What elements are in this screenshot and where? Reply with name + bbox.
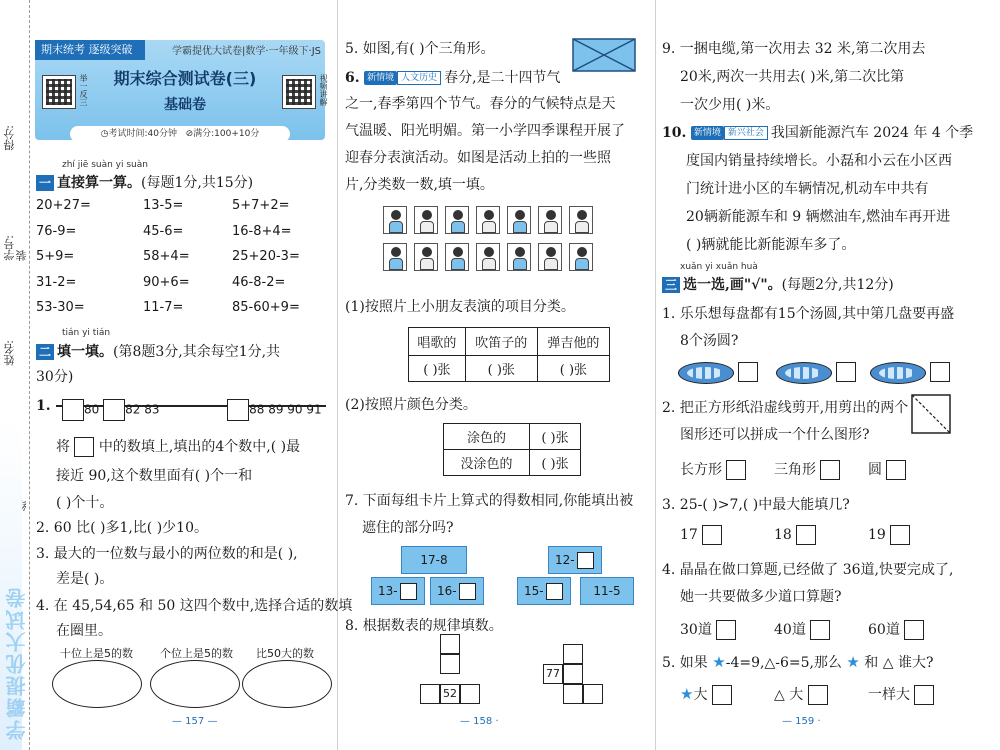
c4-opt-30: 30道	[680, 619, 736, 640]
blank-box[interactable]	[74, 437, 94, 457]
calc-item: 53-30=	[36, 300, 85, 315]
performer-body	[482, 221, 496, 233]
section-note: (第8题3分,其余每空1分,共	[113, 344, 281, 360]
group-label-gt50: 比50大的数	[256, 647, 314, 660]
card-13-blank: 13-	[371, 577, 425, 605]
performer-head	[422, 210, 432, 220]
number-sequence	[62, 399, 322, 421]
choice-box[interactable]	[886, 460, 906, 480]
exam-score: 满分:100+10分	[193, 129, 260, 139]
performer-body	[482, 258, 496, 270]
table-cell[interactable]	[563, 664, 583, 684]
q1-line1: 将 中的数填上,填出的4个数中,( )最	[56, 439, 301, 455]
clock-icon: ◷	[100, 129, 109, 139]
performer-head	[453, 247, 463, 257]
performer-body	[451, 221, 465, 233]
section3-heading	[662, 274, 894, 294]
calc-item: 13-5=	[143, 198, 184, 213]
card-15-blank: 15-	[517, 577, 571, 605]
q6-line4: 迎春分表演活动。如图是活动上拍的一些照	[345, 150, 611, 166]
section-title: 直接算一算。	[57, 175, 141, 191]
c4-line1: 4. 晶晶在做口算题,已经做了 36道,快要完成了,	[662, 562, 954, 578]
star-icon: ★	[846, 653, 860, 671]
choice-box[interactable]	[796, 525, 816, 545]
calc-item: 45-6=	[143, 223, 184, 239]
performer-head	[453, 210, 463, 220]
c1-line1: 1. 乐乐想每盘都有15个汤圆,其中第几盘要再盛	[662, 306, 955, 322]
row-colored-cell[interactable]: ( )张	[529, 424, 580, 450]
q7-line2: 遮住的部分吗?	[362, 520, 454, 536]
c4-opt-60: 60道	[868, 619, 924, 640]
q6-line2: 之一,春季第四个节气。春分的气候特点是天	[345, 96, 616, 112]
blank-box[interactable]	[400, 583, 417, 600]
q2: 2. 60 比( )多1,比( )少10。	[36, 520, 208, 536]
performer-body	[389, 221, 403, 233]
photo-performer	[569, 206, 593, 234]
th-guitar: 弹吉他的	[537, 328, 609, 356]
section-number: 二	[36, 344, 54, 360]
table-cell[interactable]	[563, 684, 583, 704]
page-number-157: — 157 —	[172, 716, 218, 727]
photo-performer	[445, 206, 469, 234]
row-uncolored-cell[interactable]: ( )张	[529, 450, 580, 476]
section3-pinyin: xuǎn yi xuǎn huà	[680, 262, 758, 272]
calc-item: 5+9=	[36, 249, 75, 264]
performer-head	[515, 247, 525, 257]
choice-box-plate-2[interactable]	[836, 362, 856, 382]
row-uncolored-label: 没涂色的	[444, 450, 530, 476]
c4-line2: 她一共要做多少道口算题?	[680, 589, 842, 605]
choice-box[interactable]	[712, 685, 732, 705]
section2-heading	[36, 341, 280, 361]
performer-head	[577, 247, 587, 257]
c2-opt-rectangle: 长方形	[680, 459, 746, 480]
choice-box-plate-3[interactable]	[930, 362, 950, 382]
cell-guitar[interactable]: ( )张	[537, 356, 609, 382]
answer-circle-gt50[interactable]	[242, 660, 332, 708]
section1-pinyin: zhí jiē suàn yi suàn	[62, 160, 148, 170]
column-divider	[655, 0, 656, 750]
q6-sub2: (2)按照片颜色分类。	[345, 397, 477, 413]
section-number: 一	[36, 175, 54, 191]
q10-line2: 度国内销量持续增长。小磊和小云在小区西	[686, 153, 952, 169]
calc-item: 16-8+4=	[232, 223, 292, 239]
c1-line2: 8个汤圆?	[680, 333, 739, 349]
table-cell[interactable]	[563, 644, 583, 664]
performer-body	[513, 221, 527, 233]
th-flute: 吹笛子的	[465, 328, 537, 356]
row-colored-label: 涂色的	[444, 424, 530, 450]
q1-line2: 接近 90,这个数里面有( )个一和	[56, 468, 253, 484]
performer-body	[575, 258, 589, 270]
photo-performer	[538, 206, 562, 234]
group-label-ones5: 个位上是5的数	[160, 647, 233, 660]
performer-body	[420, 258, 434, 270]
blank-box[interactable]	[62, 399, 84, 421]
choice-box[interactable]	[716, 620, 736, 640]
q10-line1: 10. 新情境 新兴社会 我国新能源汽车 2024 年 4 个季	[662, 125, 974, 141]
seq-88-91: 88 89 90 91	[249, 402, 322, 417]
student-id-label: 学号:	[3, 235, 16, 261]
q4-line1: 4. 在 45,54,65 和 50 这四个数中,选择合适的数填	[36, 598, 353, 614]
performer-head	[546, 210, 556, 220]
photo-performer	[383, 206, 407, 234]
choice-box[interactable]	[810, 620, 830, 640]
performer-body	[389, 258, 403, 270]
calc-item: 11-7=	[143, 300, 184, 315]
badge-new-context: 新情境	[364, 71, 397, 85]
q6-line5: 片,分类数一数,填一填。	[345, 177, 494, 193]
table-cell[interactable]	[440, 654, 460, 674]
test-subtitle: 基础卷	[164, 97, 206, 113]
q9-line2: 20米,两次一共用去( )米,第二次比第	[680, 69, 905, 85]
qr-code-right	[282, 75, 316, 109]
badge-humanities: 人文历史	[397, 71, 441, 85]
score-label: 得分:	[3, 125, 16, 151]
card-17-8: 17-8	[401, 546, 467, 574]
performer-head	[391, 210, 401, 220]
performer-head	[515, 210, 525, 220]
exam-info-bar	[70, 126, 290, 142]
c5-opt-triangle: △ 大	[774, 684, 828, 705]
answer-circle-ones5[interactable]	[150, 660, 240, 708]
name-label: 姓名:	[3, 340, 16, 366]
bind-char: 装	[15, 250, 28, 261]
q3-line2: 差是( )。	[56, 571, 114, 587]
q6-line1: 6. 新情境 人文历史 春分,是二十四节气	[345, 70, 561, 86]
table-cell[interactable]	[583, 684, 603, 704]
q6-line3: 气温暖、阳光明媚。第一小学四季课程开展了	[345, 123, 625, 139]
calc-item: 46-8-2=	[232, 274, 286, 290]
photo-performer	[476, 206, 500, 234]
c5-opt-equal: 一样大	[868, 684, 934, 705]
photo-performer	[476, 243, 500, 271]
series-label: 学霸提优大试卷|数学·一年级下·JS	[172, 46, 322, 57]
choice-box[interactable]	[808, 685, 828, 705]
q4-line2: 在圈里。	[56, 623, 112, 639]
table-cell[interactable]	[420, 684, 440, 704]
q3-line1: 3. 最大的一位数与最小的两位数的和是( ),	[36, 546, 298, 562]
c2-opt-triangle: 三角形	[774, 459, 840, 480]
calc-item: 25+20-3=	[232, 249, 300, 264]
performer-body	[544, 221, 558, 233]
c2-line1: 2. 把正方形纸沿虚线剪开,用剪出的两个	[662, 400, 909, 416]
performer-body	[513, 258, 527, 270]
section-number: 三	[662, 277, 680, 293]
performer-head	[391, 247, 401, 257]
table-cell[interactable]	[440, 634, 460, 654]
table-by-color	[443, 423, 581, 476]
table-by-activity	[408, 327, 610, 382]
performer-head	[422, 247, 432, 257]
performer-head	[484, 210, 494, 220]
choice-box[interactable]	[890, 525, 910, 545]
triangle-figure	[572, 38, 636, 72]
plate-2	[776, 362, 832, 384]
brand-watermark: 学霸提优大试卷	[0, 420, 22, 750]
test-title: 期末综合测试卷(三)	[113, 69, 257, 88]
photo-performer	[507, 206, 531, 234]
exam-tag: 期末统考 逐级突破	[35, 40, 145, 60]
cell-flute[interactable]: ( )张	[465, 356, 537, 382]
card-12-blank: 12-	[548, 546, 602, 574]
photo-performer	[414, 206, 438, 234]
performer-body	[575, 221, 589, 233]
badge-emerging-society: 新兴社会	[724, 126, 768, 140]
calc-item: 20+27=	[36, 198, 91, 213]
answer-circle-tens5[interactable]	[52, 660, 142, 708]
qr-caption-right: 视频讲解	[319, 74, 328, 106]
c3-opt-18: 18	[774, 525, 816, 545]
q10-line5: ( )辆就能比新能源车多了。	[686, 237, 856, 253]
photo-performer	[383, 243, 407, 271]
photo-performer	[538, 243, 562, 271]
choice-box[interactable]	[904, 620, 924, 640]
card-16-blank: 16-	[430, 577, 484, 605]
q9-line1: 9. 一捆电缆,第一次用去 32 米,第二次用去	[662, 41, 926, 57]
section2-note-cont: 30分)	[36, 369, 74, 385]
group-label-tens5: 十位上是5的数	[60, 647, 133, 660]
photo-performer	[569, 243, 593, 271]
check-icon: ⊘	[185, 129, 194, 139]
choice-box-plate-1[interactable]	[738, 362, 758, 382]
plate-3	[870, 362, 926, 384]
q10-line3: 门统计进小区的车辆情况,机动车中共有	[686, 181, 929, 197]
binding-margin	[0, 0, 30, 750]
star-icon: ★	[680, 685, 694, 703]
calc-item: 85-60+9=	[232, 300, 300, 315]
table-cell[interactable]	[460, 684, 480, 704]
page-number-159: — 159 ·	[782, 716, 821, 727]
section-title: 选一选,画"√"。	[683, 277, 782, 293]
q1-label: 1.	[36, 398, 51, 414]
c3: 3. 25-( )>7,( )中最大能填几?	[662, 497, 850, 513]
performer-head	[546, 247, 556, 257]
choice-box[interactable]	[820, 460, 840, 480]
c5-opt-star: ★大	[680, 684, 732, 705]
choice-box[interactable]	[914, 685, 934, 705]
c5-line: 5. 如果 ★-4=9,△-6=5,那么 ★ 和 △ 谁大?	[662, 653, 934, 671]
page-number-158: — 158 ·	[460, 716, 499, 727]
square-paper-figure	[911, 394, 951, 434]
q7-line1: 7. 下面每组卡片上算式的得数相同,你能填出被	[345, 493, 634, 509]
c4-opt-40: 40道	[774, 619, 830, 640]
table-cell-77: 77	[543, 664, 563, 684]
c2-line2: 图形还可以拼成一个什么图形?	[680, 427, 870, 443]
column-divider	[337, 0, 338, 750]
c2-opt-circle: 圆	[868, 459, 906, 480]
performer-head	[577, 210, 587, 220]
c3-opt-17: 17	[680, 525, 722, 545]
choice-box[interactable]	[726, 460, 746, 480]
section2-pinyin: tián yi tián	[62, 328, 111, 338]
blank-box[interactable]	[546, 583, 563, 600]
calc-item: 90+6=	[143, 274, 190, 290]
performer-body	[420, 221, 434, 233]
star-icon: ★	[712, 653, 726, 671]
performer-body	[544, 258, 558, 270]
q1-line3: ( )个十。	[56, 495, 114, 511]
q5: 5. 如图,有( )个三角形。	[345, 41, 495, 57]
seq-82-83: 82 83	[125, 402, 160, 417]
q6-sub1: (1)按照片上小朋友表演的项目分类。	[345, 299, 575, 315]
exam-time: 考试时间:40分钟	[108, 129, 177, 139]
q10-line4: 20辆新能源车和 9 辆燃油车,燃油车再开进	[686, 209, 951, 225]
blank-box[interactable]	[227, 399, 249, 421]
calc-item: 58+4=	[143, 249, 190, 264]
q9-line3: 一次少用( )米。	[680, 97, 780, 113]
th-singing: 唱歌的	[409, 328, 466, 356]
calc-item: 31-2=	[36, 274, 77, 290]
qr-caption-left: 举一反三	[79, 74, 88, 106]
photo-performer	[507, 243, 531, 271]
seq-80: 80	[84, 402, 100, 417]
cell-singing[interactable]: ( )张	[409, 356, 466, 382]
photo-performer	[445, 243, 469, 271]
blank-box[interactable]	[459, 583, 476, 600]
blank-box[interactable]	[577, 552, 594, 569]
card-11-5: 11-5	[580, 577, 634, 605]
q8: 8. 根据数表的规律填数。	[345, 618, 503, 634]
c3-opt-19: 19	[868, 525, 910, 545]
calc-item: 5+7+2=	[232, 198, 290, 213]
choice-box[interactable]	[702, 525, 722, 545]
section-title: 填一填。	[57, 344, 113, 360]
calc-item: 76-9=	[36, 223, 77, 239]
performer-head	[484, 247, 494, 257]
qr-code-left	[42, 75, 76, 109]
performer-body	[451, 258, 465, 270]
plate-1	[678, 362, 734, 384]
badge-new-context: 新情境	[691, 126, 724, 140]
section-note: (每题1分,共15分)	[141, 175, 254, 191]
section-note: (每题2分,共12分)	[781, 277, 894, 293]
blank-box[interactable]	[103, 399, 125, 421]
table-cell-52: 52	[440, 684, 460, 704]
section1-heading	[36, 172, 253, 192]
photo-performer	[414, 243, 438, 271]
